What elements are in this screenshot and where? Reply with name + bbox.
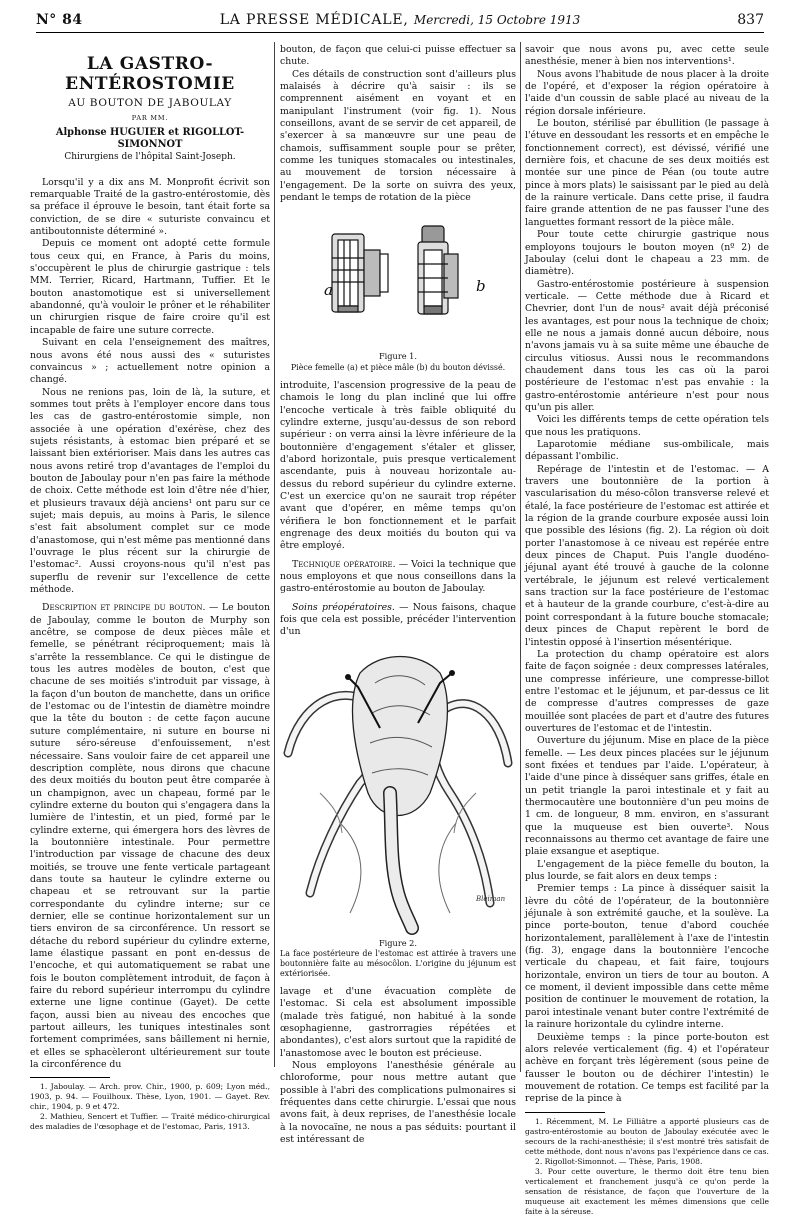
column-rule-1	[274, 42, 275, 1067]
section-paragraph	[30, 602, 270, 1071]
figure-1-label-a: a	[324, 281, 333, 300]
paragraph: Gastro-entérostomie postérieure à suspension verticale. — Cette méthode due à Ricard et Chevrier, dont l'un de nous² avait déjà préconisé les avantages, est pour nous la technique de choix; elle ne nous a jamais donné aucun déboire, nous n'avons jamais vu à sa suite même une ébauche de circulus vitiosus. Aussi nous le recommandons chaudement dans tous les cas où la paroi postérieure de l'estomac n'est pas envahie : la gastro-entérostomie antérieure n'est pour nous qu'un pis aller.	[525, 278, 769, 413]
paragraph: Ouverture du jéjunum. Mise en place de la pièce femelle. — Les deux pinces placées sur le jéjunum sont fixées et tendues par l'aide. L'opérateur, à l'aide d'une pince à disséquer sans griffes, étale en un petit triangle la paroi intestinale et y fait au thermocautère une boutonnière d'un peu moins de 1 cm. de longueur, 8 mm. environ, en s'assurant que la muqueuse est bien ouverte³. Nous reconnaissons au thermo cet avantage de faire une plaie exsangue et aseptique.	[525, 735, 769, 858]
paragraph: La protection du champ opératoire est alors faite de façon soignée : deux compresses latérales, une compresse inférieure, une compresse-billot entre l'estomac et le jéjunum, et par-dessus ce lit de compresse d'autres compresses de gaze mouillée sont placées de part et d'autre des futures ouvertures de l'estomac et de l'intestin.	[525, 648, 769, 734]
page-number: 837	[737, 12, 764, 28]
section-heading: Technique opératoire.	[292, 558, 396, 570]
journal-name: LA PRESSE MÉDICALE,	[219, 12, 409, 28]
paragraph: Nous avons l'habitude de nous placer à la droite de l'opéré, et d'exposer la région opératoire à l'aide d'un coussin de sable placé au niveau de la région dorsale inférieure.	[525, 68, 769, 117]
figure-1-caption: Pièce femelle (a) et pièce mâle (b) du bouton dévissé.	[290, 362, 506, 372]
soins-paragraph	[280, 602, 516, 639]
footnote-rule	[30, 1077, 110, 1078]
paragraph: savoir que nous avons pu, avec cette seule anesthésie, mener à bien nos interventions¹.	[525, 44, 769, 68]
figure-2-number: Figure 2.	[379, 937, 417, 948]
column-3	[525, 44, 769, 1216]
male-piece-drawing	[418, 226, 458, 314]
byline-par: PAR MM.	[131, 114, 169, 123]
masthead	[36, 10, 764, 33]
button-pieces-illustration	[294, 212, 504, 332]
female-piece-drawing	[332, 234, 388, 312]
illustrator-signature: Bleiman	[476, 894, 506, 903]
paragraph: introduite, l'ascension progressive de la peau de chamois le long du plan incliné que lui offre l'encoche verticale à très faible obliquité du cylindre externe, jusqu'au-dessus de son rebord supérieur : on verra ainsi la lèvre inférieure de la boutonnière d'engagement s'étaler et glisser, d'abord horizontale, puis presque verticalement ascendante, puis à nouveau horizontale au-dessus du rebord supérieur du cylindre externe. C'est un exercice qu'on ne saurait trop répéter avant que d'opérer, en même temps qu'on vérifiera le bon fonctionnement et le parfait engrenage des deux moitiés du bouton qui va être employé.	[280, 379, 516, 552]
author-affiliation: Chirurgiens de l'hôpital Saint-Joseph.	[64, 151, 236, 162]
section-text: — Voici la technique que nous employons et que nous conseillons dans la gastro-entérostomie au bouton de Jaboulay.	[280, 558, 517, 595]
paragraph: Ces détails de construction sont d'ailleurs plus malaisés à décrire qu'à saisir : ils se comprennent aisément en voyant et en manipulant l'instrument (voir fig. 1). Nous conseillons, avant de se servir de cet appareil, de s'exercer à sa manœuvre sur une peau de chamois, suffisamment souple pour se prêter, comme les tuniques stomacales ou intestinales, au mouvement de torsion nécessaire à l'engagement. De la sorte on suivra des yeux, pendant le temps de rotation de la pièce	[280, 68, 516, 204]
article-subtitle: AU BOUTON DE JABOULAY	[68, 97, 232, 109]
paragraph: Pour toute cette chirurgie gastrique nous employons toujours le bouton moyen (nº 2) de Jaboulay (celui dont le chapeau a 23 mm. de diamètre).	[525, 229, 769, 278]
paragraph: Premier temps : La pince à disséquer saisit la lèvre du côté de l'opérateur, de la boutonnière jéjunale à son extrémité gauche, et la soulève. La pince porte-bouton, tenue d'abord couchée horizontalement, parallèlement à l'axe de l'intestin (fig. 3), engage dans la boutonnière l'encoche verticale du chapeau, et fait faire, toujours horizontale, environ un tiers de tour au bouton. A ce moment, il devient impossible dans cette même position de continuer le mouvement de rotation, la paroi intestinale venant buter contre l'extrémité de la rainure horizontale du cylindre interne.	[525, 883, 769, 1031]
paragraph: Lorsqu'il y a dix ans M. Monprofit écrivit son remarquable Traité de la gastro-entérostomie, dès sa préface il éprouve le besoin, tant était forte sa conviction, de se dire « suturiste convaincu et antiboutonniste déterminé ».	[30, 176, 270, 238]
paragraph: L'engagement de la pièce femelle du bouton, la plus lourde, se fait alors en deux temps :	[525, 858, 769, 883]
footnote: 1. Récemment, M. Le Filliâtre a apporté plusieurs cas de gastro-entérostomie au bouton de Jaboulay exécutée avec le secours de la rachi-anesthésie; il s'est montré très satisfait de cette méthode, dont nous n'avons pas l'expérience dans ce cas.	[525, 1116, 769, 1156]
subsection-text: — Nous faisons, chaque fois que cela est possible, précéder l'intervention d'un	[280, 601, 516, 638]
paragraph: Deuxième temps : la pince porte-bouton est alors relevée verticalement (fig. 4) et l'opérateur achève en forçant très légèrement (sous peine de fausser le bouton ou de déchirer l'intestin) le mouvement de rotation. Ce temps est facilité par la reprise de la pince à	[525, 1031, 769, 1105]
subsection-heading: Soins préopératoires.	[292, 601, 395, 613]
footnote: 3. Pour cette ouverture, le thermo doit être tenu bien verticalement et franchement jusqu'à ce qu'on perde la sensation de résistance, de façon que l'ouverture de la muqueuse ait exactement les mêmes dimensions que celle faite à la séreuse.	[525, 1166, 769, 1216]
paragraph: lavage et d'une évacuation complète de l'estomac. Si cela est absolument impossible (malade très fatigué, non habitué à la sonde œsophagienne, gastrorragies répétées et abondantes), c'est alors surtout que la rapidité de l'anastomose avec le bouton est précieuse.	[280, 986, 516, 1059]
footnote: 2. Rigollot-Simonnot. — Thèse, Paris, 1908.	[535, 1156, 703, 1166]
issue-number: N° 84	[36, 12, 83, 28]
column-1	[30, 44, 270, 1132]
figure-1	[280, 210, 516, 348]
footnote: 1. Jaboulay. — Arch. prov. Chir., 1900, p. 609; Lyon méd., 1903, p. 94. — Fouilhoux. Thèse, Lyon, 1901. — Gayet. Rev. chir., 1904, p. 9 et 472.	[30, 1082, 270, 1112]
figure-2	[280, 643, 516, 935]
figure-1-label-b: b	[476, 277, 486, 296]
paragraph: Le bouton, stérilisé par ébullition (le passage à l'étuve en dessoudant les ressorts et en empêche le fonctionnement correct), est dévissé, vérifié une dernière fois, et chacune de ses deux moitiés est montée sur une pince de Péan (ou toute autre pince à mors plats) le saisissant par le pied au delà de la rainure verticale. Dans cette prise, il faudra faire grande attention de ne pas fausser l'une des languettes formant ressort de la pièce mâle.	[525, 118, 769, 228]
article-title: LA GASTRO-ENTÉROSTOMIE	[65, 54, 235, 94]
footnote-rule	[525, 1112, 605, 1113]
figure-2-caption: La face postérieure de l'estomac est attirée à travers une boutonnière faite au mésocôlon. L'origine du jéjunum est extériorisée.	[280, 949, 516, 979]
paragraph: Voici les différents temps de cette opération tels que nous les pratiquons.	[525, 414, 769, 438]
technique-paragraph	[280, 559, 516, 596]
section-text: — Le bouton de Jaboulay, comme le bouton de Murphy son ancêtre, se compose de deux pièces mâle et femelle, se pénétrant réciproquement; mais là s'arrête la ressemblance. Ce qui le distingue de tous les autres modèles de bouton, c'est que chacune de ses moitiés s'introduit par vissage, à la façon d'un bouton de manchette, dans un orifice de l'estomac ou de l'intestin de diamètre moindre que la tête du bouton : de cette façon aucune suture complémentaire, ni suture en bourse ni suture séro-séreuse d'enfouissement, n'est nécessaire. Sans vouloir faire de cet appareil une description complète, nous dirons que chacune des deux moitiés du bouton peut être comparée à un champignon, avec un chapeau, formé par le cylindre externe du bouton qui s'engagera dans la lumière de l'intestin, et un pied, formé par le cylindre externe, qui émergera hors des lèvres de la boutonnière intestinale. Pour permettre l'introduction par vissage de chacune des deux moitiés, se trouve une fente verticale partageant dans toute sa hauteur le cylindre externe ou chapeau et se retrouvant sur la partie correspondante du cylindre interne; sur ce dernier, elle se continue horizontalement sur un tiers environ de sa circonférence. Un ressort se détache du rebord supérieur du cylindre externe, lame élastique passant en pont en-dessus de l'encoche, et qui automatiquement se rabat une fois le bouton complètement introduit, de façon à faire du rebord supérieur interrompu du cylindre externe une ligne continue (Gayet). De cette façon, aussi bien au niveau des encoches que partout ailleurs, les tuniques intestinales sont fortement comprimées, sans bâillement ni hernie, et elles se sphacèleront ultérieurement sur toute la circonférence du	[30, 602, 270, 1071]
column-rule-2	[520, 42, 521, 1072]
paragraph: Nous ne renions pas, loin de là, la suture, et sommes tout prêts à l'employer encore dans tous les cas de gastro-entérostomie simple, non associée à une opération d'exérèse, chez des sujets résistants, à estomac bien préparé et se laissant bien extérioriser. Mais dans les autres cas nous avons retiré trop d'avantages de l'emploi du bouton de Jaboulay pour n'en pas faire la méthode de choix. Cette méthode est loin d'être née d'hier, et plusieurs travaux déjà anciens¹ ont paru sur ce sujet; mais depuis, au moins à Paris, le silence s'est fait absolument complet sur ce mode d'anastomose, qui n'est même pas mentionné dans l'ouvrage le plus récent sur la chirurgie de l'estomac². Aussi croyons-nous qu'il n'est pas superflu de revenir sur l'excellence de cette méthode.	[30, 386, 270, 596]
surgical-field-illustration	[280, 643, 516, 935]
paragraph: Laparotomie médiane sus-ombilicale, mais dépassant l'ombilic.	[525, 439, 769, 463]
issue-date: Mercredi, 15 Octobre 1913	[413, 13, 581, 27]
paragraph: Suivant en cela l'enseignement des maîtres, nous avons été nous aussi des « suturistes convaincus » ; actuellement notre opinion a changé.	[30, 337, 270, 386]
column-2	[280, 44, 517, 1146]
footnote: 2. Mathieu, Sencert et Tuffier. — Traité médico-chirurgical des maladies de l'œsophage et de l'estomac, Paris, 1913.	[30, 1112, 270, 1132]
paragraph: bouton, de façon que celui-ci puisse effectuer sa chute.	[280, 44, 516, 68]
figure-1-number: Figure 1.	[379, 351, 417, 362]
article-authors: Alphonse HUGUIER et RIGOLLOT-SIMONNOT	[55, 126, 245, 150]
paragraph: Nous employons l'anesthésie générale au chloroforme, pour nous mettre autant que possible à l'abri des complications pulmonaires si fréquentes dans cette chirurgie. L'essai que nous avons fait, à deux reprises, de l'anesthésie locale à la novocaïne, ne nous a pas séduits: pourtant il est intéressant de	[280, 1060, 516, 1146]
journal-title	[36, 10, 764, 30]
section-heading: Description et principe du bouton.	[42, 602, 206, 614]
paragraph: Depuis ce moment ont adopté cette formule tous ceux qui, en France, à Paris du moins, s'occupèrent le plus de chirurgie gastrique : tels MM. Terrier, Ricard, Hartmann, Tuffier. Et le bouton anastomotique est si universellement abandonné, qu'à vouloir le prôner et le réhabiliter un chirurgien risque de faire croire qu'il est incapable de faire une suture correcte.	[30, 238, 270, 336]
paragraph: Repérage de l'intestin et de l'estomac. — A travers une boutonnière de la portion à vascularisation du méso-côlon transverse relevé et étalé, la face postérieure de l'estomac est attirée et la région de la grande courbure exposée aussi loin que possible des lésions (fig. 2). La région où doit porter l'anastomose à ce niveau est repérée entre deux pinces de Chaput. Puis l'angle duodéno-jéjunal ayant été trouvé à gauche de la colonne vertébrale, le jéjunum est relevé verticalement sans traction sur la face postérieure de l'estomac et à hauteur de la grande courbure, c'est-à-dire au point correspondant à la future bouche stomacale; deux pinces de Chaput repèrent le bord de l'intestin opposé à l'insertion mésentérique.	[525, 463, 769, 648]
